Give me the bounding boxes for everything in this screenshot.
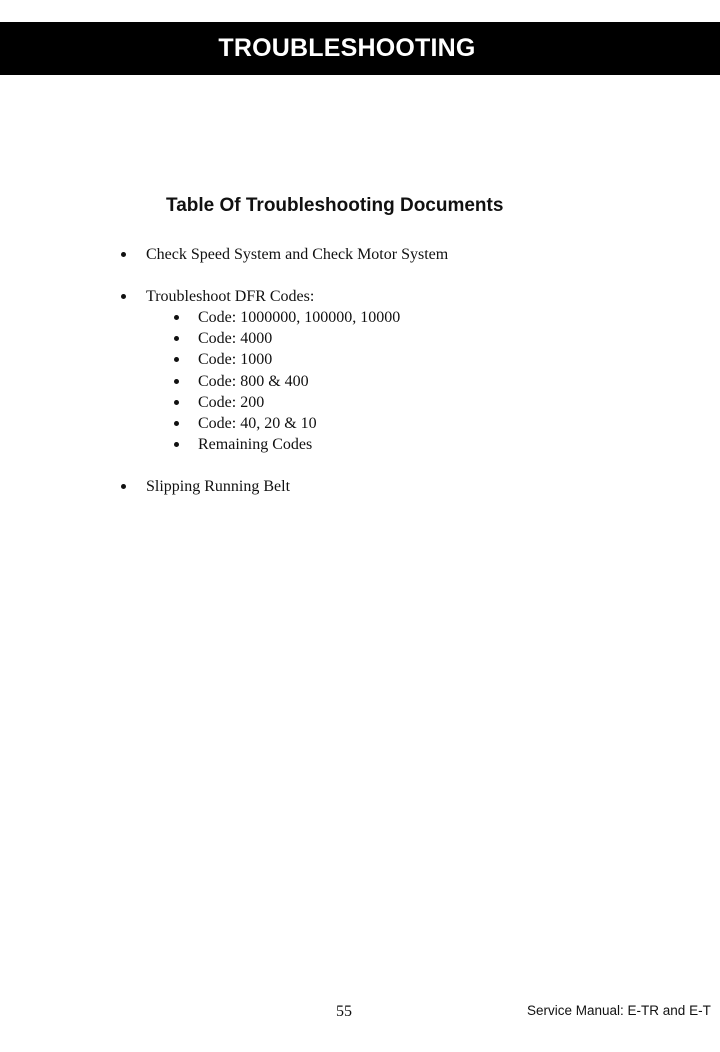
bullet-icon bbox=[121, 294, 126, 299]
list-item-label: Check Speed System and Check Motor System bbox=[146, 246, 449, 263]
bullet-icon bbox=[174, 336, 179, 341]
page-number: 55 bbox=[336, 1003, 352, 1020]
bullet-icon bbox=[174, 421, 179, 426]
list-item-label: Slipping Running Belt bbox=[146, 478, 291, 495]
bullet-icon bbox=[121, 252, 126, 257]
footer-manual-title: Service Manual: E-TR and E-T bbox=[527, 1003, 711, 1018]
bullet-icon bbox=[174, 400, 179, 405]
sub-list-item-label: Code: 200 bbox=[198, 393, 265, 411]
sub-list-item-label: Code: 1000000, 100000, 10000 bbox=[198, 309, 401, 326]
sub-list-item-label: Code: 1000 bbox=[198, 351, 273, 369]
page-title: TROUBLESHOOTING bbox=[218, 34, 476, 62]
bullet-icon bbox=[174, 315, 179, 320]
header-bar bbox=[0, 22, 720, 75]
sub-list-item-label: Remaining Codes bbox=[198, 436, 313, 454]
sub-list-item-label: Code: 800 & 400 bbox=[198, 372, 309, 390]
sub-list-item-label: Code: 40, 20 & 10 bbox=[198, 414, 317, 432]
bullet-icon bbox=[174, 357, 179, 362]
bullet-icon bbox=[174, 442, 179, 447]
list-item-label: Troubleshoot DFR Codes: bbox=[146, 288, 315, 305]
bullet-icon bbox=[174, 379, 179, 384]
section-heading: Table Of Troubleshooting Documents bbox=[166, 195, 504, 216]
bullet-icon bbox=[121, 484, 126, 489]
sub-list-item-label: Code: 4000 bbox=[198, 330, 273, 348]
